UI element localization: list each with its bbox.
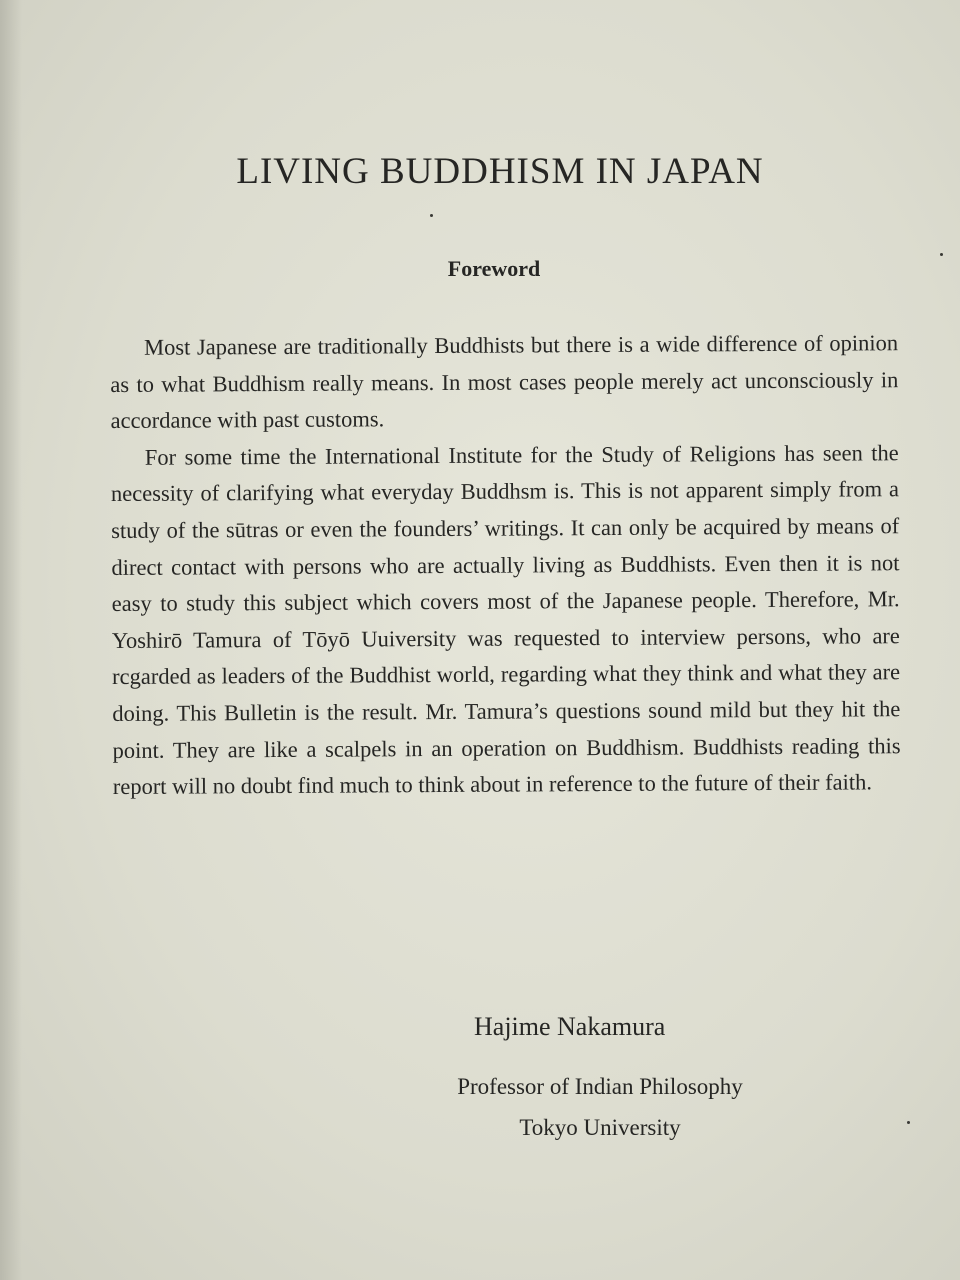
- section-heading: Foreword: [447, 256, 541, 281]
- paragraph-1: Most Japanese are traditionally Buddhists but there is a wide difference of opinion as to what Buddhism really means. In most cases people merely act unconsciously in accordance with past customs.: [110, 330, 899, 434]
- ink-speck: [430, 214, 433, 217]
- page-edge-shadow: [0, 0, 22, 1280]
- page-title: LIVING BUDDHISM IN JAPAN: [236, 151, 764, 192]
- ink-speck: [907, 1121, 910, 1124]
- signature-title: Professor of Indian Philosophy: [457, 1074, 743, 1099]
- signature-affiliation: Tokyo University: [519, 1115, 681, 1140]
- paragraph-2: For some time the International Institute for the Study of Religions has seen the necessity of clarifying what everyday Buddhsm is. This is not apparent simply from a study of the sūtras or even the founders’ writings. It can only be acquired by means of direct contact with persons who are actually living as Buddhists. Even then it is not easy to study this subject which covers most of the Japanese people. Therefore, Mr. Yoshirō Tamura of Tōyō Uuiversity was requested to interview persons, who are rcgarded as leaders of the Buddhist world, regarding what they think and what they are doing. This Bulletin is the result. Mr. Tamura’s questions sound mild but they hit the point. They are like a scalpels in an operation on Buddhism. Buddhists reading this report will no doubt find much to think about in reference to the future of their faith.: [110, 439, 901, 800]
- ink-speck: [940, 253, 943, 256]
- foreword-body: [110, 325, 901, 806]
- signature-name: Hajime Nakamura: [474, 1012, 666, 1041]
